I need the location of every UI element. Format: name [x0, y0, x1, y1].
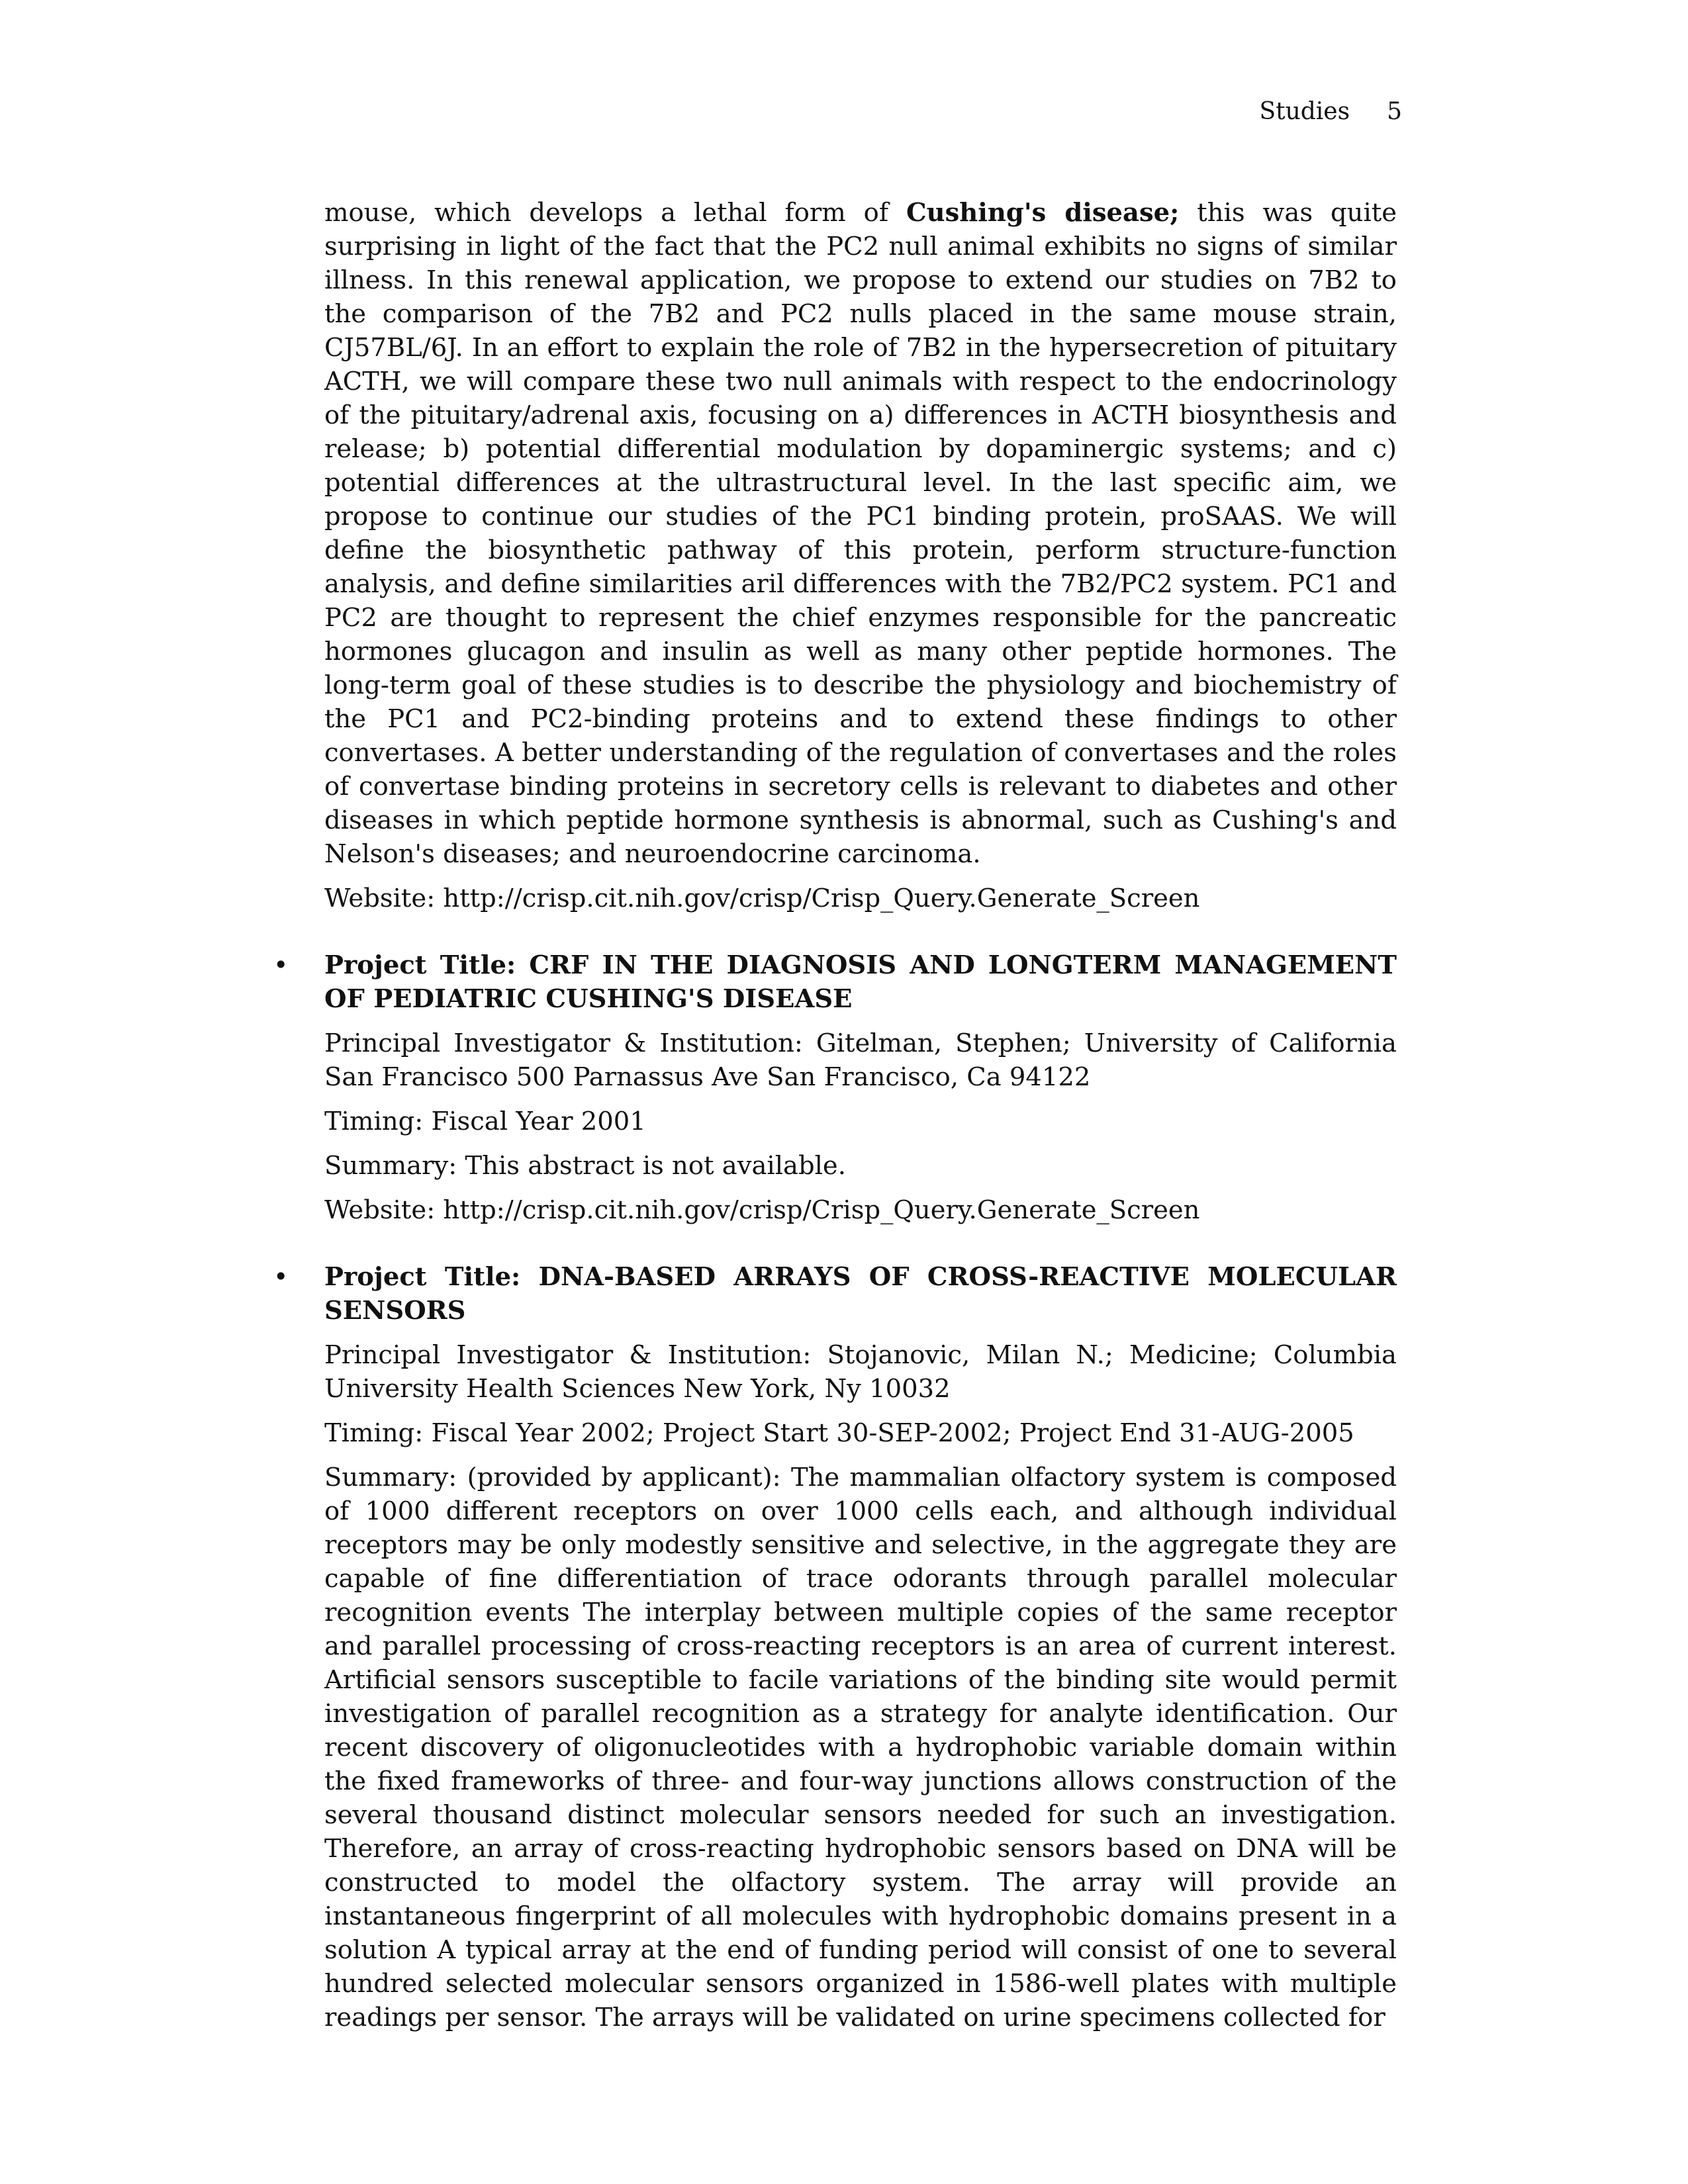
- bullet-icon: •: [273, 950, 289, 979]
- running-header: [1259, 98, 1402, 125]
- abstract-text-start: mouse, which develops a lethal form of: [324, 198, 906, 228]
- section-title: Studies: [1259, 98, 1350, 125]
- bullet-icon: •: [273, 1262, 289, 1291]
- page-number: 5: [1387, 98, 1402, 125]
- project-investigator: Principal Investigator & Institution: Stojanovic, Milan N.; Medicine; Columbia University Health Sciences New York, Ny 10032: [324, 1340, 1397, 1404]
- continued-abstract: [324, 196, 1397, 871]
- page-content: [273, 196, 1397, 2034]
- project-entry: [273, 948, 1397, 1227]
- project-investigator: Principal Investigator & Institution: Gitelman, Stephen; University of California San Francisco 500 Parnassus Ave San Francisco, Ca 94122: [324, 1028, 1397, 1092]
- project-entry: [273, 1260, 1397, 2034]
- project-title: Project Title: CRF IN THE DIAGNOSIS AND LONGTERM MANAGEMENT OF PEDIATRIC CUSHING'S DISEASE: [324, 950, 1397, 1014]
- project-timing: Timing: Fiscal Year 2002; Project Start 30-SEP-2002; Project End 31-AUG-2005: [324, 1418, 1354, 1448]
- continued-website: Website: http://crisp.cit.nih.gov/crisp/Crisp_Query.Generate_Screen: [324, 884, 1200, 913]
- project-website: Website: http://crisp.cit.nih.gov/crisp/Crisp_Query.Generate_Screen: [324, 1195, 1200, 1225]
- abstract-text-end: this was quite surprising in light of the fact that the PC2 null animal exhibits no signs of similar illness. In this renewal application, we propose to extend our studies on 7B2 to the comparison of the 7B2 and PC2 nulls placed in the same mouse strain, CJ57BL/6J. In an effort to explain the role of 7B2 in the hypersecretion of pituitary ACTH, we will compare these two null animals with respect to the endocrinology of the pituitary/adrenal axis, focusing on a) differences in ACTH biosynthesis and release; b) potential differential modulation by dopaminergic systems; and c) potential differences at the ultrastructural level. In the last specific aim, we propose to continue our studies of the PC1 binding protein, proSAAS. We will define the biosynthetic pathway of this protein, perform structure-function analysis, and define similarities aril differences with the 7B2/PC2 system. PC1 and PC2 are thought to represent the chief enzymes responsible for the pancreatic hormones glucagon and insulin as well as many other peptide hormones. The long-term goal of these studies is to describe the physiology and biochemistry of the PC1 and PC2-binding proteins and to extend these findings to other convertases. A better understanding of the regulation of convertases and the roles of convertase binding proteins in secretory cells is relevant to diabetes and other diseases in which peptide hormone synthesis is abnormal, such as Cushing's and Nelson's diseases; and neuroendocrine carcinoma.: [324, 198, 1397, 869]
- project-timing: Timing: Fiscal Year 2001: [324, 1107, 646, 1136]
- abstract-emphasis: Cushing's disease;: [906, 198, 1180, 228]
- project-title: Project Title: DNA-BASED ARRAYS OF CROSS-REACTIVE MOLECULAR SENSORS: [324, 1262, 1397, 1326]
- project-summary: Summary: This abstract is not available.: [324, 1151, 846, 1181]
- project-summary: Summary: (provided by applicant): The mammalian olfactory system is composed of 1000 different receptors on over 1000 cells each, and although individual receptors may be only modestly sensitive and selective, in the aggregate they are capable of fine differentiation of trace odorants through parallel molecular recognition events The interplay between multiple copies of the same receptor and parallel processing of cross-reacting receptors is an area of current interest. Artificial sensors susceptible to facile variations of the binding site would permit investigation of parallel recognition as a strategy for analyte identification. Our recent discovery of oligonucleotides with a hydrophobic variable domain within the fixed frameworks of three- and four-way junctions allows construction of the several thousand distinct molecular sensors needed for such an investigation. Therefore, an array of cross-reacting hydrophobic sensors based on DNA will be constructed to model the olfactory system. The array will provide an instantaneous fingerprint of all molecules with hydrophobic domains present in a solution A typical array at the end of funding period will consist of one to several hundred selected molecular sensors organized in 1586-well plates with multiple readings per sensor. The arrays will be validated on urine specimens collected for: [324, 1463, 1397, 2032]
